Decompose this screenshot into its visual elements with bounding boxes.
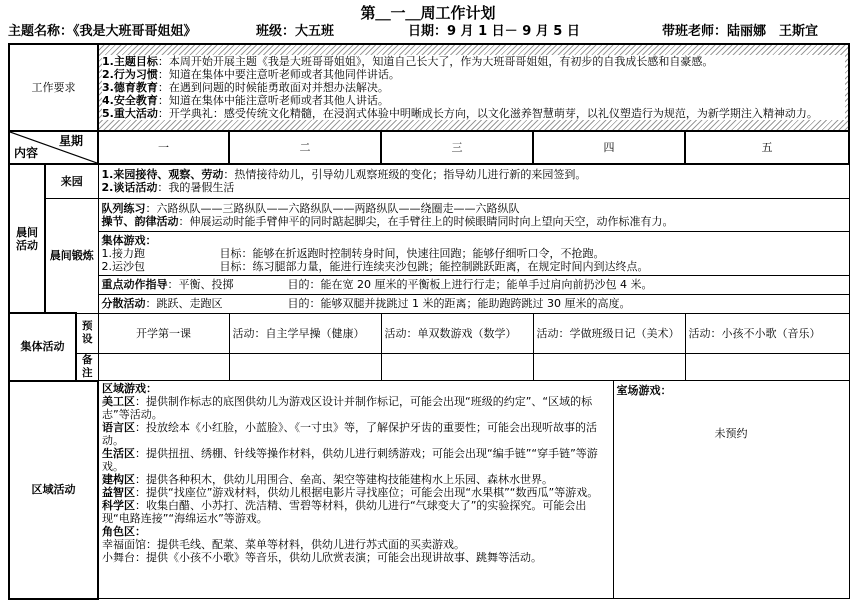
area-item-head: 益智区 xyxy=(102,486,136,499)
group-activity-fri: 活动：小孩不小歌（音乐） xyxy=(685,313,849,353)
note-label: 备注 xyxy=(76,353,98,381)
weekly-plan-table xyxy=(8,43,850,600)
date-label: 日期： xyxy=(408,24,448,39)
scattered-head: 分散活动 xyxy=(101,297,146,310)
arrival-line-head: 2.谈话活动 xyxy=(101,181,158,195)
area-item-head: 美工区 xyxy=(102,395,136,408)
area-item-head: 生活区 xyxy=(102,447,136,460)
area-item-text: ：提供各种积木，供幼儿用围合、垒高、架空等建构技能建构水上乐园、森林水世界。 xyxy=(135,473,554,486)
note-tue xyxy=(229,353,381,381)
role-area-item: 小舞台：提供《小孩不小歌》等音乐，供幼儿欣赏表演；可能会出现讲故事、跳舞等活动。 xyxy=(102,551,543,564)
role-area-item: 幸福面馆：提供毛线、配菜、菜单等材料，供幼儿进行苏式面的买卖游戏。 xyxy=(102,538,466,551)
page-title: 第＿一＿周工作计划 xyxy=(360,4,496,22)
theme-label: 主题名称： xyxy=(8,24,74,39)
key-guidance-head: 重点动作指导 xyxy=(101,278,168,291)
key-guidance-content xyxy=(98,275,849,294)
group-games-head: 集体游戏： xyxy=(101,233,157,247)
theme-value: 《我是大班哥哥姐姐》 xyxy=(73,24,197,39)
area-item-text: ：收集白醋、小苏打、洗洁精、雪碧等材料，供幼儿进行“气球变大了”的实验探究。可能会出现“电路连接”“海绵运水”等游戏。 xyxy=(102,499,587,525)
outdoor-games-value: 未预约 xyxy=(714,427,748,440)
teacher-info xyxy=(662,23,818,41)
area-item-text: ：提供扭扭、绣棚、针线等操作材料，供幼儿进行刺绣游戏；可能会出现“编手链”“穿手链”等游戏。 xyxy=(102,447,598,473)
work-req-item-head: 2.行为习惯 xyxy=(102,68,158,81)
group-games-content xyxy=(98,231,849,275)
teacher-label: 带班老师： xyxy=(662,24,728,39)
work-req-label: 工作要求 xyxy=(9,44,98,131)
work-req-item-text: ：知道在集体中要注意听老师或者其他同伴讲话。 xyxy=(157,68,400,81)
group-activity-wed: 活动：单双数游戏（数学） xyxy=(381,313,533,353)
group-activity-thu: 活动：学做班级日记（美术） xyxy=(533,313,685,353)
class-info xyxy=(256,23,334,41)
arrival-line-text: ：热情接待幼儿，引导幼儿观察班级的变化；指导幼儿进行新的来园签到。 xyxy=(223,168,587,182)
scattered-content xyxy=(98,294,849,313)
note-thu xyxy=(533,353,685,381)
formation-content xyxy=(98,198,849,231)
area-games-content xyxy=(98,381,613,599)
work-req-item-head: 3.德育教育 xyxy=(102,81,158,94)
area-activity-row xyxy=(9,381,849,599)
arrival-content xyxy=(98,164,849,198)
scattered-row xyxy=(9,294,849,313)
game-name: 2.运沙包 xyxy=(101,259,146,273)
scattered-goal: 目的：能够双腿并拢跳过 1 米的距离；能助跑跨跳过 30 厘米的高度。 xyxy=(287,297,631,310)
arrival-line-text: ：我的暑假生活 xyxy=(157,181,235,195)
note-fri xyxy=(685,353,849,381)
weekday-header-row xyxy=(9,131,849,164)
week-label: 星期 xyxy=(59,134,84,148)
group-activity-tue: 活动：自主学早操（健康） xyxy=(229,313,381,353)
weekday-tue: 二 xyxy=(229,131,381,164)
area-item-head: 建构区 xyxy=(102,473,136,486)
area-activity-label: 区域活动 xyxy=(9,381,98,599)
outdoor-games-title: 室场游戏： xyxy=(616,384,672,397)
rhythm-head: 操节、韵律活动 xyxy=(101,214,179,228)
game-name: 1.接力跑 xyxy=(101,246,146,260)
work-req-item-text: ：知道在集体中能注意听老师或者其他人讲话。 xyxy=(157,94,389,107)
work-req-item-head: 1.主题目标 xyxy=(102,55,158,68)
area-item-text: ：投放绘本《小红脸，小蓝脸》、《一寸虫》等，了解保护牙齿的重要性；可能会出现听故事的活动。 xyxy=(102,421,598,447)
class-value: 大五班 xyxy=(295,24,335,39)
role-area-head: 角色区： xyxy=(102,525,147,538)
weekday-fri: 五 xyxy=(685,131,849,164)
note-wed xyxy=(381,353,533,381)
formation-row xyxy=(9,198,849,231)
game-goal: 目标：练习腿部力量，能进行连续夹沙包跳；能控制跳跃距离，在规定时间内到达终点。 xyxy=(219,259,649,273)
weekday-mon: 一 xyxy=(98,131,229,164)
area-item-head: 科学区 xyxy=(102,499,136,512)
teacher-value: 陆丽娜 王斯宜 xyxy=(727,24,819,39)
work-req-item-text: ：开学典礼：感受传统文化精髓，在浸润式体验中明晰成长方向，以文化滋养智慧萌芽，以礼仪塑造行为规范，为新学期注入精神动力。 xyxy=(157,107,818,120)
work-req-item-text: ：本周开始开展主题《我是大班哥哥姐姐》，知道自己长大了，作为大班哥哥姐姐，有初步的自我成长感和自豪感。 xyxy=(157,55,714,68)
work-req-content xyxy=(98,44,849,131)
date-value: 9 月 1 日－ 9 月 5 日 xyxy=(447,24,580,39)
content-label: 内容 xyxy=(14,146,39,160)
group-activity-row xyxy=(9,313,849,353)
weekday-wed: 三 xyxy=(381,131,533,164)
class-label: 班级： xyxy=(256,24,296,39)
header-diagonal-cell xyxy=(9,131,98,164)
outdoor-games-content xyxy=(613,381,849,599)
work-req-item-head: 4.安全教育 xyxy=(102,94,158,107)
area-item-text: ：提供“找座位”游戏材料，供幼儿根据电影片寻找座位；可能会出现“水果棋”“数西瓜”等游戏。 xyxy=(135,486,599,499)
theme-name xyxy=(8,23,197,41)
arrival-line-head: 1.来园接待、观察、劳动 xyxy=(101,168,224,182)
area-games-title: 区域游戏： xyxy=(102,382,158,395)
formation-text: ：六路纵队——三路纵队——六路纵队——两路纵队——绕圈走——六路纵队 xyxy=(145,201,520,215)
arrival-label: 来园 xyxy=(45,164,98,198)
date-info xyxy=(408,23,580,41)
morning-activity-label: 晨间活动 xyxy=(9,164,45,313)
key-guidance-row xyxy=(9,275,849,294)
work-req-item-head: 5.重大活动 xyxy=(102,107,158,120)
area-item-text: ：提供制作标志的底图供幼儿为游戏区设计并制作标记，可能会出现“班级的约定”、“区域的标志”等活动。 xyxy=(102,395,593,421)
rhythm-text: ：伸展运动时能手臂伸平的同时踮起脚尖，在手臂往上的时候眼睛同时向上望向天空，动作标准有力。 xyxy=(178,214,674,228)
key-guidance-goal: 目的：能在宽 20 厘米的平衡板上进行行走；能单手过肩向前扔沙包 4 米。 xyxy=(287,278,653,291)
note-mon xyxy=(98,353,229,381)
group-games-row xyxy=(9,231,849,275)
scattered-text: ：跳跃、走跑区 xyxy=(145,297,223,310)
morning-exercise-label: 晨间锻炼 xyxy=(45,198,98,313)
area-item-head: 语言区 xyxy=(102,421,136,434)
group-activity-note-row xyxy=(9,353,849,381)
morning-arrival-row xyxy=(9,164,849,198)
work-req-item-text: ：在遇到问题的时候能勇敢面对并想办法解决。 xyxy=(157,81,389,94)
weekday-thu: 四 xyxy=(533,131,685,164)
group-activity-mon: 开学第一课 xyxy=(98,313,229,353)
work-req-row xyxy=(9,44,849,131)
game-goal: 目标：能够在折返跑时控制转身时间，快速往回跑；能够仔细听口令，不抢跑。 xyxy=(219,246,605,260)
group-activity-label: 集体活动 xyxy=(9,313,76,381)
preset-label: 预设 xyxy=(76,313,98,353)
key-guidance-text: ：平衡、投掷 xyxy=(167,278,234,291)
formation-head: 队列练习 xyxy=(101,201,146,215)
